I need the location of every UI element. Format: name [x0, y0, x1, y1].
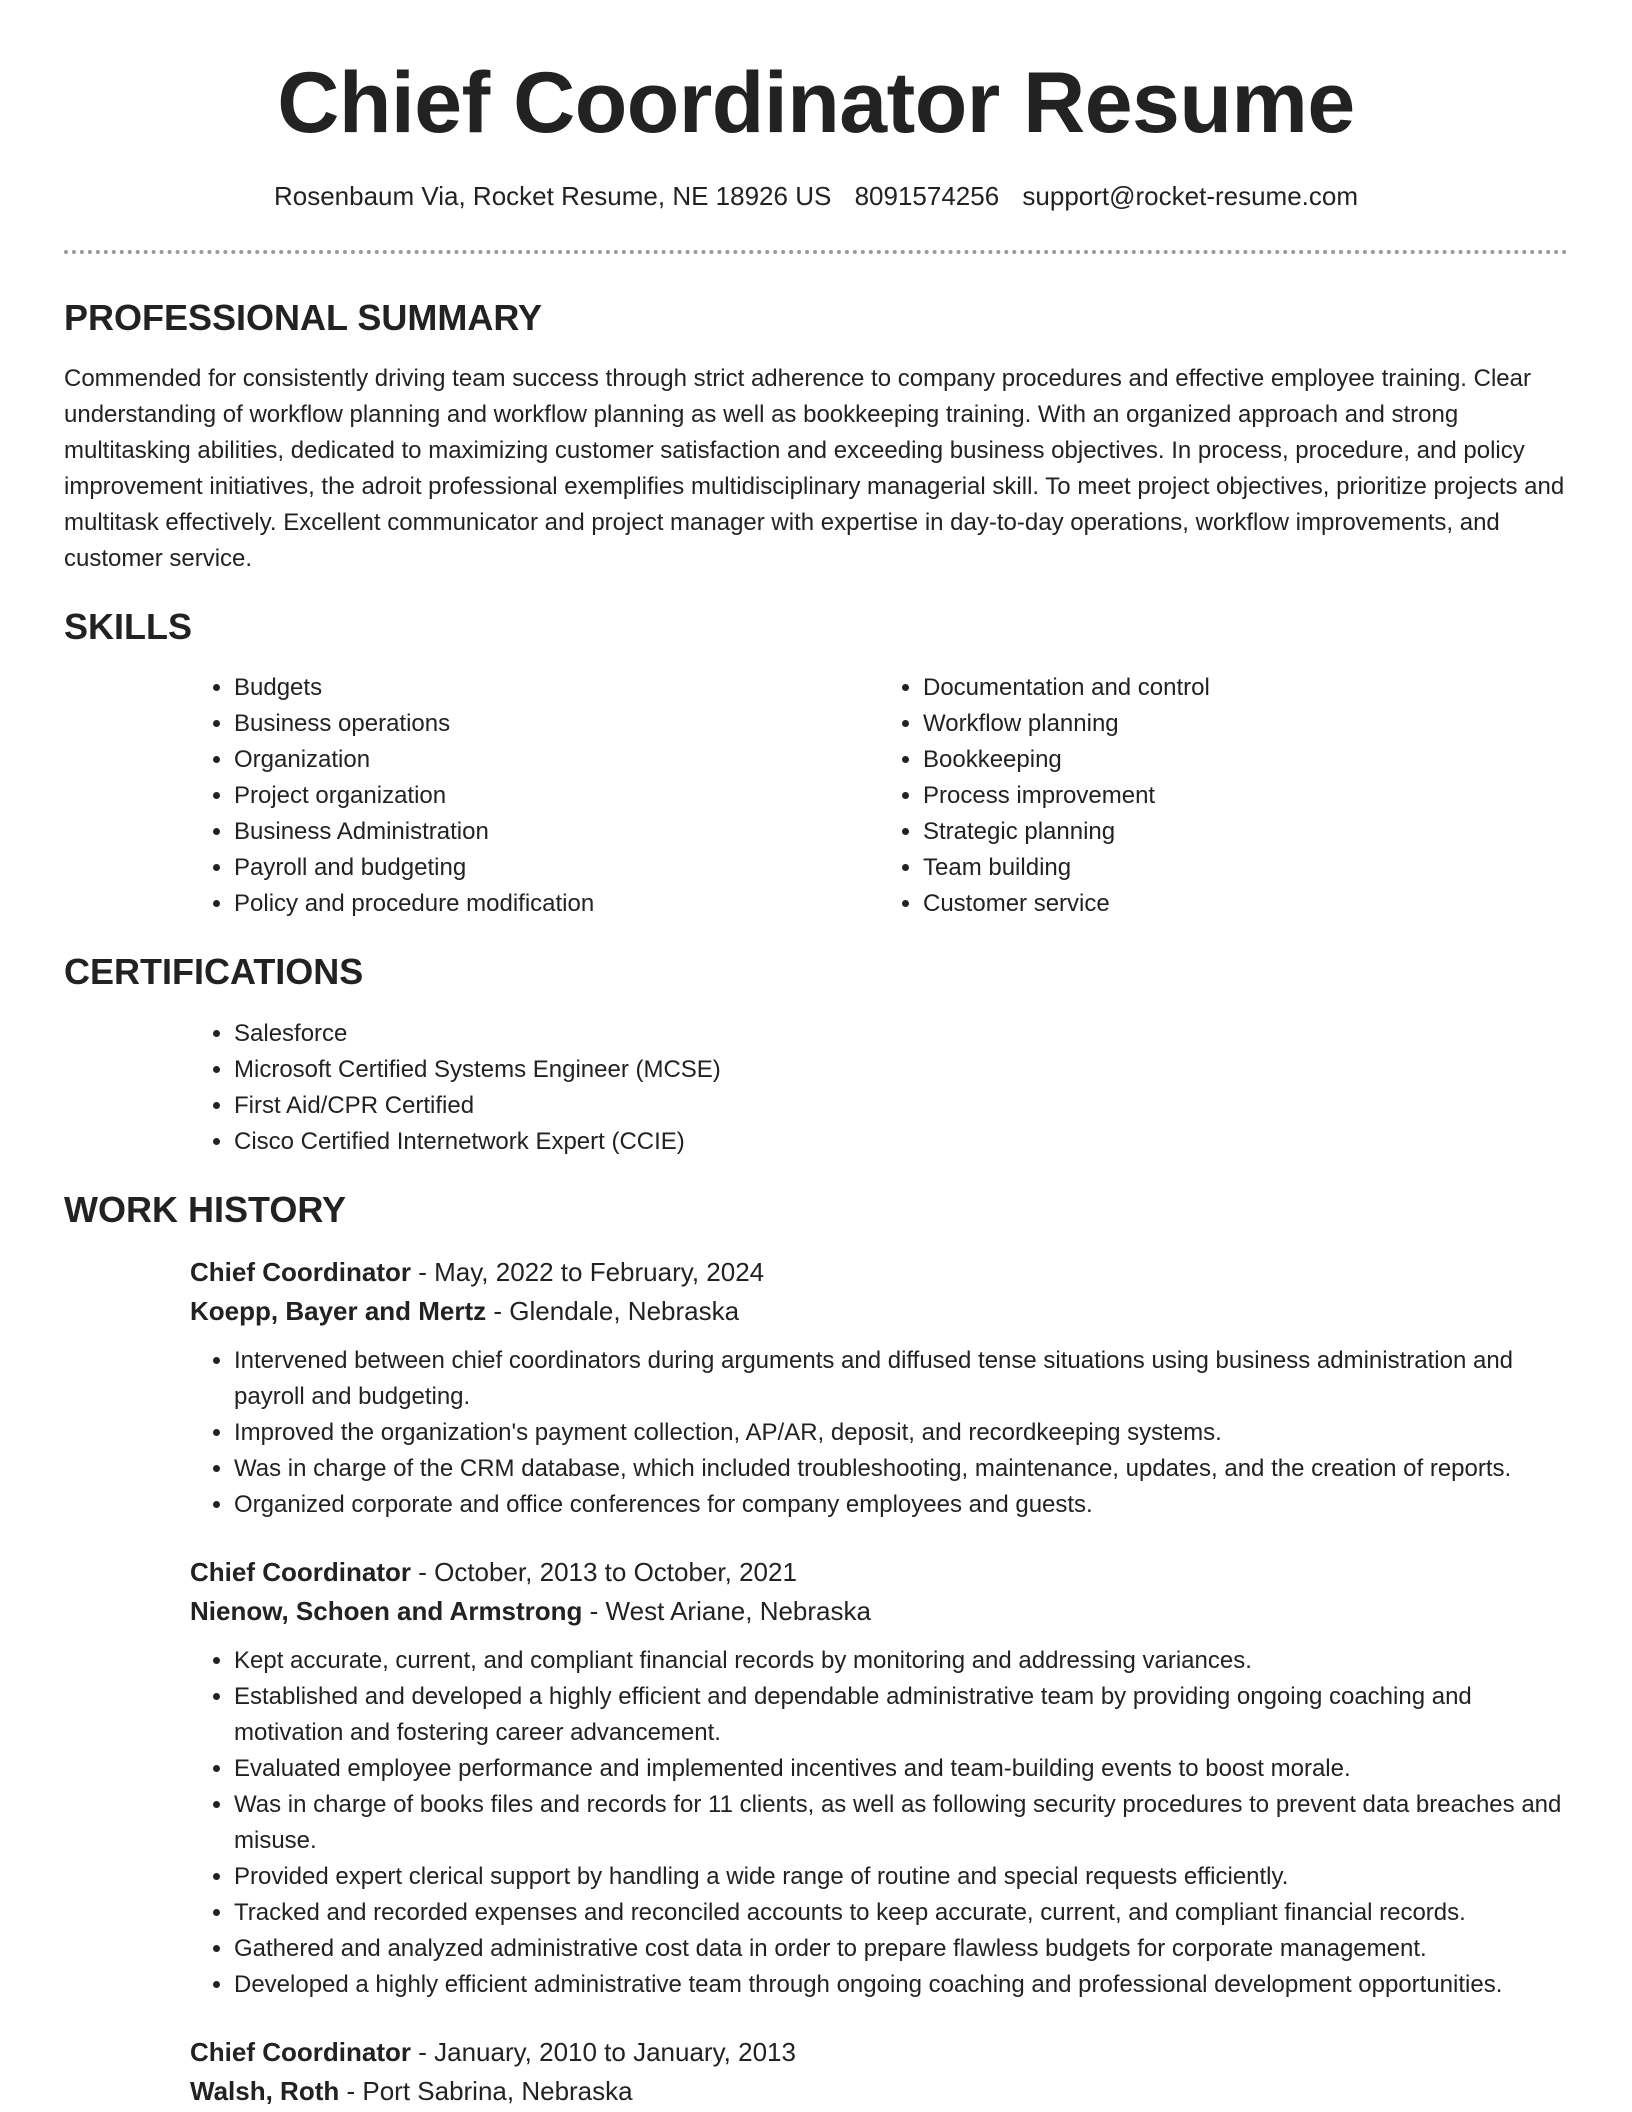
contact-address: Rosenbaum Via, Rocket Resume, NE 18926 US: [273, 181, 832, 211]
job-role-line: [190, 2033, 1568, 2072]
skill-item: • Customer service: [923, 886, 1568, 922]
certification-item: • Cisco Certified Internetwork Expert (CCIE): [234, 1124, 1568, 1160]
job-company: Walsh, Roth: [190, 2075, 340, 2106]
job-dates: - October, 2013 to October, 2021: [411, 1556, 797, 1587]
job-bullet: • Tracked and recorded expenses and reconciled accounts to keep accurate, current, and compliant financial records.: [234, 1895, 1568, 1931]
skill-item: • Business operations: [234, 706, 879, 742]
job-bullet: • Organized corporate and office conferences for company employees and guests.: [234, 1487, 1568, 1523]
job-dates: - May, 2022 to February, 2024: [411, 1256, 765, 1287]
job-company: Koepp, Bayer and Mertz: [190, 1295, 487, 1326]
skill-item: • Process improvement: [923, 778, 1568, 814]
certification-item: • Microsoft Certified Systems Engineer (MCSE): [234, 1052, 1568, 1088]
skills-grid: [190, 670, 1568, 922]
skill-item: • Strategic planning: [923, 814, 1568, 850]
section-summary: [64, 296, 1568, 577]
skills-list-left: [190, 670, 879, 922]
job-bullet: • Intervened between chief coordinators during arguments and diffused tense situations using business administration and payroll and budgeting.: [234, 1343, 1568, 1415]
summary-text: Commended for consistently driving team success through strict adherence to company procedures and effective employee training. Clear understanding of workflow planning and workflow planning as well as bookkeeping training. With an organized approach and strong multitasking abilities, dedicated to maximizing customer satisfaction and exceeding business objectives. In process, procedure, and policy improvement initiatives, the adroit professional exemplifies multidisciplinary managerial skill. To meet project objectives, prioritize projects and multitask effectively. Excellent communicator and project manager with expertise in day-to-day operations, workflow improvements, and customer service.: [64, 365, 1565, 573]
job-bullet: • Evaluated employee performance and implemented incentives and team-building events to boost morale.: [234, 1751, 1568, 1787]
section-work-history: [64, 1188, 1568, 2111]
skill-item: • Project organization: [234, 778, 879, 814]
job-entry: [190, 1253, 1568, 1523]
job-dates: - January, 2010 to January, 2013: [411, 2036, 796, 2067]
contact-line: [0, 180, 1632, 214]
contact-email: support@rocket-resume.com: [1022, 181, 1359, 211]
job-location: - Port Sabrina, Nebraska: [339, 2075, 633, 2106]
skill-item: • Documentation and control: [923, 670, 1568, 706]
job-bullet: • Was in charge of the CRM database, which included troubleshooting, maintenance, updates, and the creation of reports.: [234, 1451, 1568, 1487]
job-company-line: [190, 1592, 1568, 1631]
job-company: Nienow, Schoen and Armstrong: [190, 1595, 583, 1626]
skill-item: • Organization: [234, 742, 879, 778]
section-title-certifications: CERTIFICATIONS: [64, 951, 364, 993]
section-skills: [64, 605, 1568, 922]
skill-item: • Business Administration: [234, 814, 879, 850]
section-title-work-history: WORK HISTORY: [64, 1188, 347, 1230]
job-entry: [190, 2033, 1568, 2111]
skill-item: • Bookkeeping: [923, 742, 1568, 778]
certifications-list: [190, 1016, 1568, 1160]
skill-item: • Policy and procedure modification: [234, 886, 879, 922]
job-role: Chief Coordinator: [190, 2036, 411, 2067]
certification-item: • Salesforce: [234, 1016, 1568, 1052]
job-role-line: [190, 1253, 1568, 1292]
job-bullets: [190, 1343, 1568, 1523]
job-entry: [190, 1553, 1568, 2003]
job-role-line: [190, 1553, 1568, 1592]
skills-list-right: [879, 670, 1568, 922]
job-bullet: • Kept accurate, current, and compliant financial records by monitoring and addressing variances.: [234, 1643, 1568, 1679]
resume-content: [64, 296, 1568, 2112]
job-bullet: • Developed a highly efficient administrative team through ongoing coaching and professional development opportunities.: [234, 1967, 1568, 2003]
skill-item: • Workflow planning: [923, 706, 1568, 742]
job-company-line: [190, 1292, 1568, 1331]
resume-title: Chief Coordinator Resume: [277, 55, 1355, 151]
job-company-line: [190, 2072, 1568, 2111]
job-bullet: • Was in charge of books files and records for 11 clients, as well as following security procedures to prevent data breaches and misuse.: [234, 1787, 1568, 1859]
certification-item: • First Aid/CPR Certified: [234, 1088, 1568, 1124]
job-bullet: • Gathered and analyzed administrative cost data in order to prepare flawless budgets for corporate management.: [234, 1931, 1568, 1967]
job-bullet: • Provided expert clerical support by handling a wide range of routine and special requests efficiently.: [234, 1859, 1568, 1895]
job-bullet: • Improved the organization's payment collection, AP/AR, deposit, and recordkeeping systems.: [234, 1415, 1568, 1451]
contact-phone: 8091574256: [854, 181, 1000, 211]
section-certifications: [64, 950, 1568, 1159]
job-location: - West Ariane, Nebraska: [582, 1595, 871, 1626]
skill-item: • Team building: [923, 850, 1568, 886]
header-divider: [64, 250, 1568, 254]
job-bullets: [190, 1643, 1568, 2003]
section-title-skills: SKILLS: [64, 606, 193, 648]
job-role: Chief Coordinator: [190, 1256, 411, 1287]
job-location: - Glendale, Nebraska: [486, 1295, 740, 1326]
section-title-summary: PROFESSIONAL SUMMARY: [64, 297, 543, 338]
job-role: Chief Coordinator: [190, 1556, 411, 1587]
skill-item: • Budgets: [234, 670, 879, 706]
skill-item: • Payroll and budgeting: [234, 850, 879, 886]
job-bullet: • Established and developed a highly efficient and dependable administrative team by providing ongoing coaching and motivation and fostering career advancement.: [234, 1679, 1568, 1751]
